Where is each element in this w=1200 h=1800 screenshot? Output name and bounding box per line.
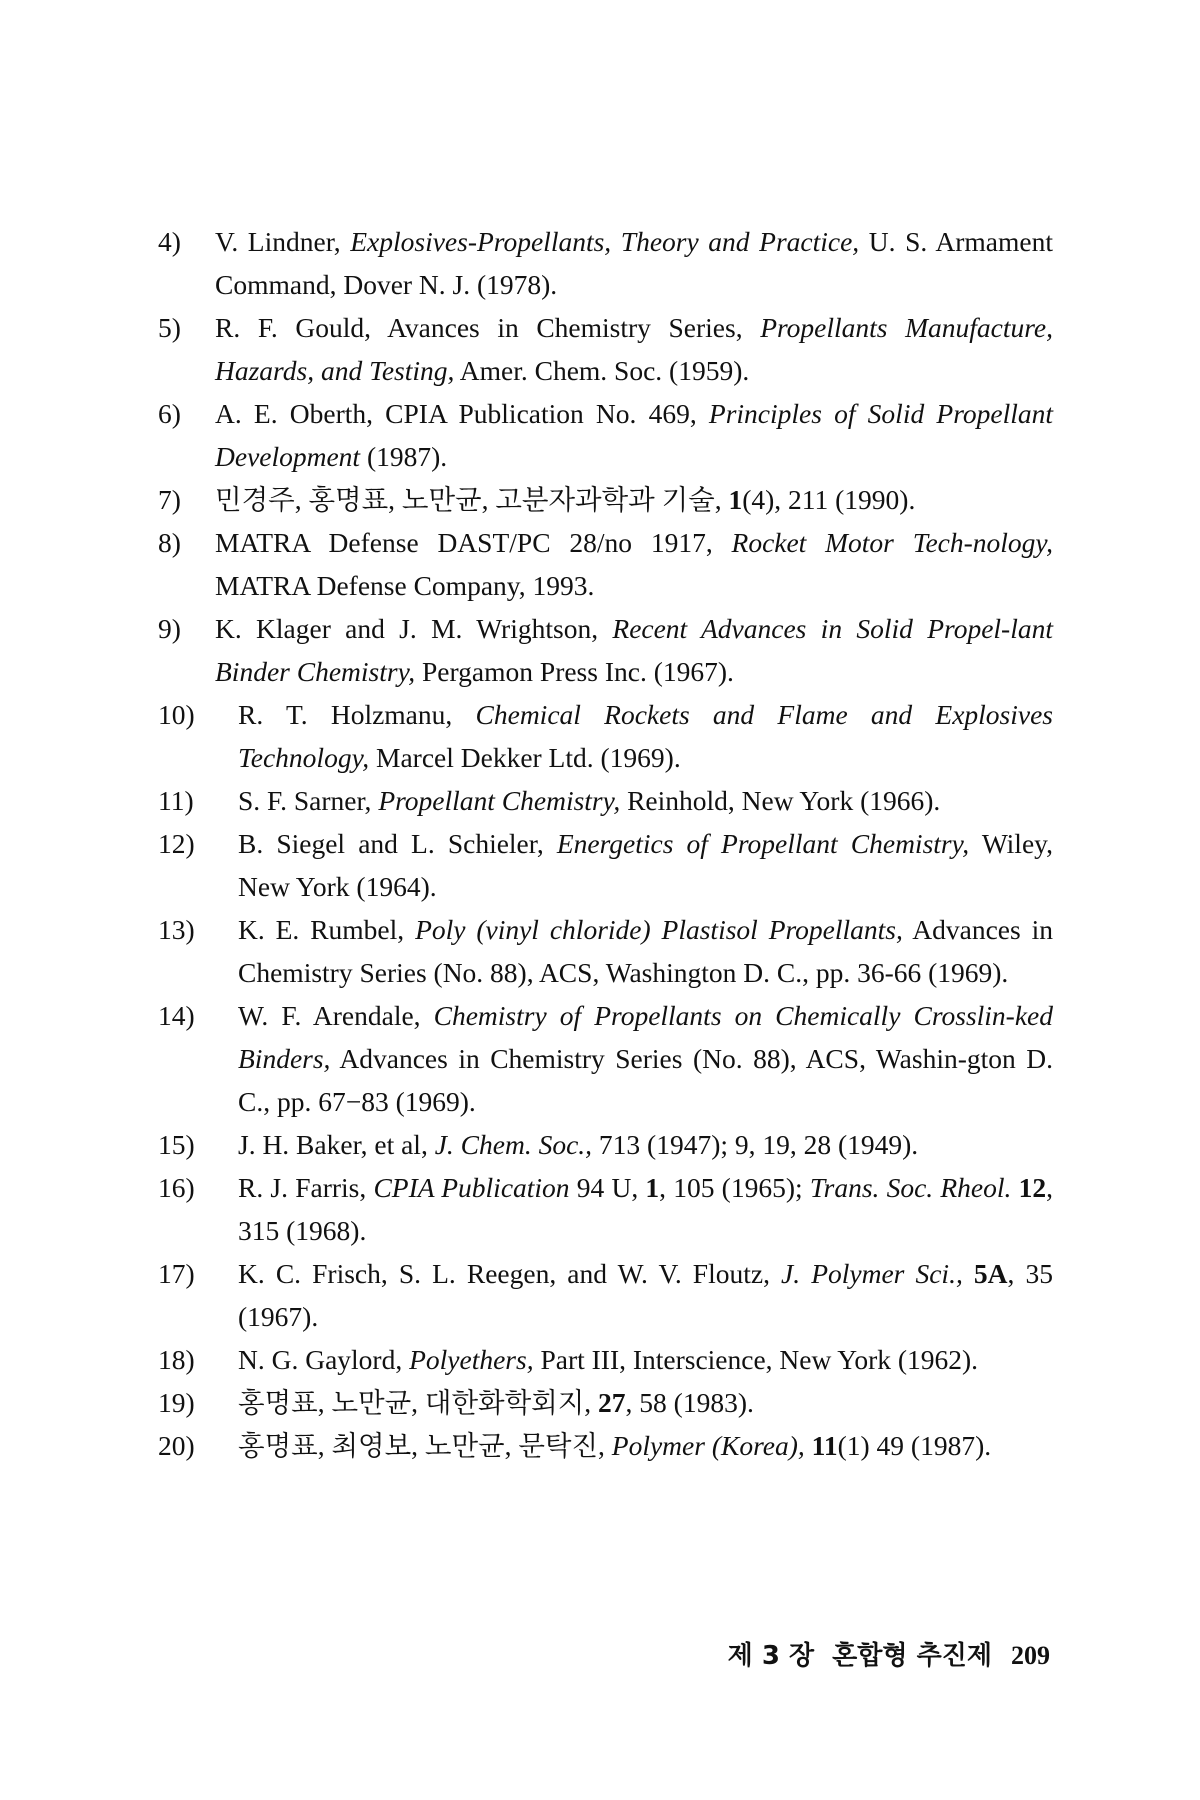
reference-segment: , 105 (1965); [659, 1172, 810, 1203]
reference-number: 5) [158, 312, 181, 343]
reference-volume-bold: 12 [1018, 1172, 1047, 1203]
reference-text [238, 914, 1053, 988]
reference-item [158, 306, 1053, 392]
reference-volume-bold: 1 [645, 1172, 660, 1203]
reference-text [238, 1258, 1053, 1332]
reference-segment: Part III, Interscience, New York (1962). [533, 1344, 979, 1375]
reference-item [158, 607, 1053, 693]
reference-number: 13) [158, 914, 195, 945]
reference-segment: R. T. Holzmanu, [238, 699, 476, 730]
reference-title-italic: Polymer (Korea), [611, 1430, 805, 1461]
reference-number: 7) [158, 484, 181, 515]
reference-number: 12) [158, 828, 195, 859]
reference-title-italic: Trans. Soc. Rheol. [809, 1172, 1012, 1203]
reference-segment: Advances in Chemistry Series (No. 88), ACS, Washington D. C., pp. 36-66 (1969). [238, 914, 1053, 988]
reference-number: 16) [158, 1172, 195, 1203]
page-footer [680, 1640, 1050, 1672]
reference-text [215, 613, 1053, 687]
chapter-title: 제 3 장 혼합형 추진제 [727, 1641, 992, 1671]
reference-item [158, 908, 1053, 994]
reference-segment: 홍명표, 최영보, 노만균, 문탁진, [238, 1430, 612, 1461]
reference-number: 6) [158, 398, 181, 429]
reference-segment: K. E. Rumbel, [238, 914, 416, 945]
reference-title-italic: Explosives-Propellants, Theory and Practice, [350, 226, 860, 257]
reference-item [158, 220, 1053, 306]
reference-segment: A. E. Oberth, CPIA Publication No. 469, [215, 398, 709, 429]
reference-title-italic: Recent Advances in Solid Propel-lant Binder Chemistry, [215, 613, 1053, 687]
reference-segment: Amer. Chem. Soc. (1959). [454, 355, 750, 386]
reference-segment: Reinhold, New York (1966). [620, 785, 941, 816]
reference-segment [805, 1430, 812, 1461]
reference-segment: Advances in Chemistry Series (No. 88), ACS, Washin-gton D. C., pp. 67−83 (1969). [238, 1043, 1053, 1117]
reference-segment: B. Siegel and L. Schieler, [238, 828, 557, 859]
reference-segment: W. F. Arendale, [238, 1000, 434, 1031]
reference-list [158, 220, 1053, 1467]
reference-segment: , 35 (1967). [238, 1258, 1054, 1332]
reference-text [238, 1344, 978, 1375]
reference-segment: 94 U, [569, 1172, 646, 1203]
reference-text [238, 1430, 991, 1461]
reference-item [158, 693, 1053, 779]
reference-title-italic: Chemical Rockets and Flame and Explosives Technology, [238, 699, 1053, 773]
reference-title-italic: Polyethers, [409, 1344, 534, 1375]
reference-segment: K. Klager and J. M. Wrightson, [215, 613, 613, 644]
reference-item [158, 1252, 1053, 1338]
reference-number: 15) [158, 1129, 195, 1160]
reference-item [158, 1338, 1053, 1381]
reference-text [215, 226, 1053, 300]
reference-item [158, 1166, 1053, 1252]
reference-text [238, 785, 940, 816]
reference-segment [1011, 1172, 1018, 1203]
reference-text [238, 1000, 1053, 1117]
reference-title-italic: Rocket Motor Tech-nology, [731, 527, 1053, 558]
reference-title-italic: Principles of Solid Propellant Development [215, 398, 1053, 472]
reference-item [158, 779, 1053, 822]
reference-segment: (1987). [360, 441, 448, 472]
reference-item [158, 478, 1053, 521]
reference-title-italic: Energetics of Propellant Chemistry, [556, 828, 970, 859]
reference-segment: 홍명표, 노만균, 대한화학회지, [238, 1387, 599, 1418]
reference-segment: (4), 211 (1990). [742, 484, 916, 515]
reference-volume-bold: 5A [973, 1258, 1008, 1289]
reference-segment: , 58 (1983). [625, 1387, 754, 1418]
reference-number: 10) [158, 699, 195, 730]
reference-volume-bold: 11 [811, 1430, 838, 1461]
reference-segment [963, 1258, 974, 1289]
reference-segment: 민경주, 홍명표, 노만균, 고분자과학과 기술, [215, 484, 729, 515]
reference-segment: V. Lindner, [215, 226, 351, 257]
reference-segment: N. G. Gaylord, [238, 1344, 410, 1375]
reference-title-italic: Chemistry of Propellants on Chemically Crosslin-ked Binders, [238, 1000, 1054, 1074]
reference-segment: K. C. Frisch, S. L. Reegen, and W. V. Floutz, [238, 1258, 782, 1289]
reference-text [215, 312, 1053, 386]
reference-number: 4) [158, 226, 181, 257]
reference-item [158, 822, 1053, 908]
reference-item [158, 521, 1053, 607]
reference-item [158, 1123, 1053, 1166]
reference-text [215, 398, 1053, 472]
reference-segment: , 315 (1968). [238, 1172, 1053, 1246]
reference-title-italic: J. Chem. Soc., [434, 1129, 593, 1160]
reference-volume-bold: 27 [598, 1387, 626, 1418]
reference-segment: 713 (1947); 9, 19, 28 (1949). [592, 1129, 919, 1160]
reference-segment: MATRA Defense DAST/PC 28/no 1917, [215, 527, 732, 558]
reference-number: 18) [158, 1344, 195, 1375]
reference-volume-bold: 1 [728, 484, 743, 515]
reference-title-italic: Propellants Manufacture, Hazards, and Testing, [215, 312, 1054, 386]
reference-segment: (1) 49 (1987). [837, 1430, 992, 1461]
reference-segment: R. F. Gould, Avances in Chemistry Series, [215, 312, 761, 343]
reference-number: 20) [158, 1430, 195, 1461]
reference-title-italic: J. Polymer Sci., [781, 1258, 963, 1289]
reference-segment: S. F. Sarner, [238, 785, 379, 816]
reference-item [158, 994, 1053, 1123]
reference-segment: Wiley, New York (1964). [238, 828, 1053, 902]
reference-text [238, 1387, 754, 1418]
reference-number: 17) [158, 1258, 195, 1289]
reference-item [158, 1381, 1053, 1424]
reference-number: 8) [158, 527, 181, 558]
reference-text [238, 699, 1053, 773]
reference-title-italic: Poly (vinyl chloride) Plastisol Propellants, [415, 914, 903, 945]
reference-number: 11) [158, 785, 194, 816]
reference-text [215, 484, 915, 515]
reference-number: 14) [158, 1000, 195, 1031]
reference-text [238, 1172, 1053, 1246]
reference-text [238, 828, 1053, 902]
reference-item [158, 1424, 1053, 1467]
reference-segment: U. S. Armament Command, Dover N. J. (1978). [215, 226, 1053, 300]
reference-number: 19) [158, 1387, 195, 1418]
reference-segment: Pergamon Press Inc. (1967). [415, 656, 734, 687]
reference-segment: MATRA Defense Company, 1993. [215, 570, 595, 601]
reference-segment: J. H. Baker, et al, [238, 1129, 435, 1160]
reference-item [158, 392, 1053, 478]
reference-number: 9) [158, 613, 181, 644]
page-number: 209 [1011, 1641, 1050, 1670]
reference-title-italic: CPIA Publication [373, 1172, 570, 1203]
reference-text [215, 527, 1053, 601]
reference-segment: R. J. Farris, [238, 1172, 374, 1203]
reference-title-italic: Propellant Chemistry, [378, 785, 621, 816]
reference-segment: Marcel Dekker Ltd. (1969). [369, 742, 681, 773]
reference-text [238, 1129, 918, 1160]
